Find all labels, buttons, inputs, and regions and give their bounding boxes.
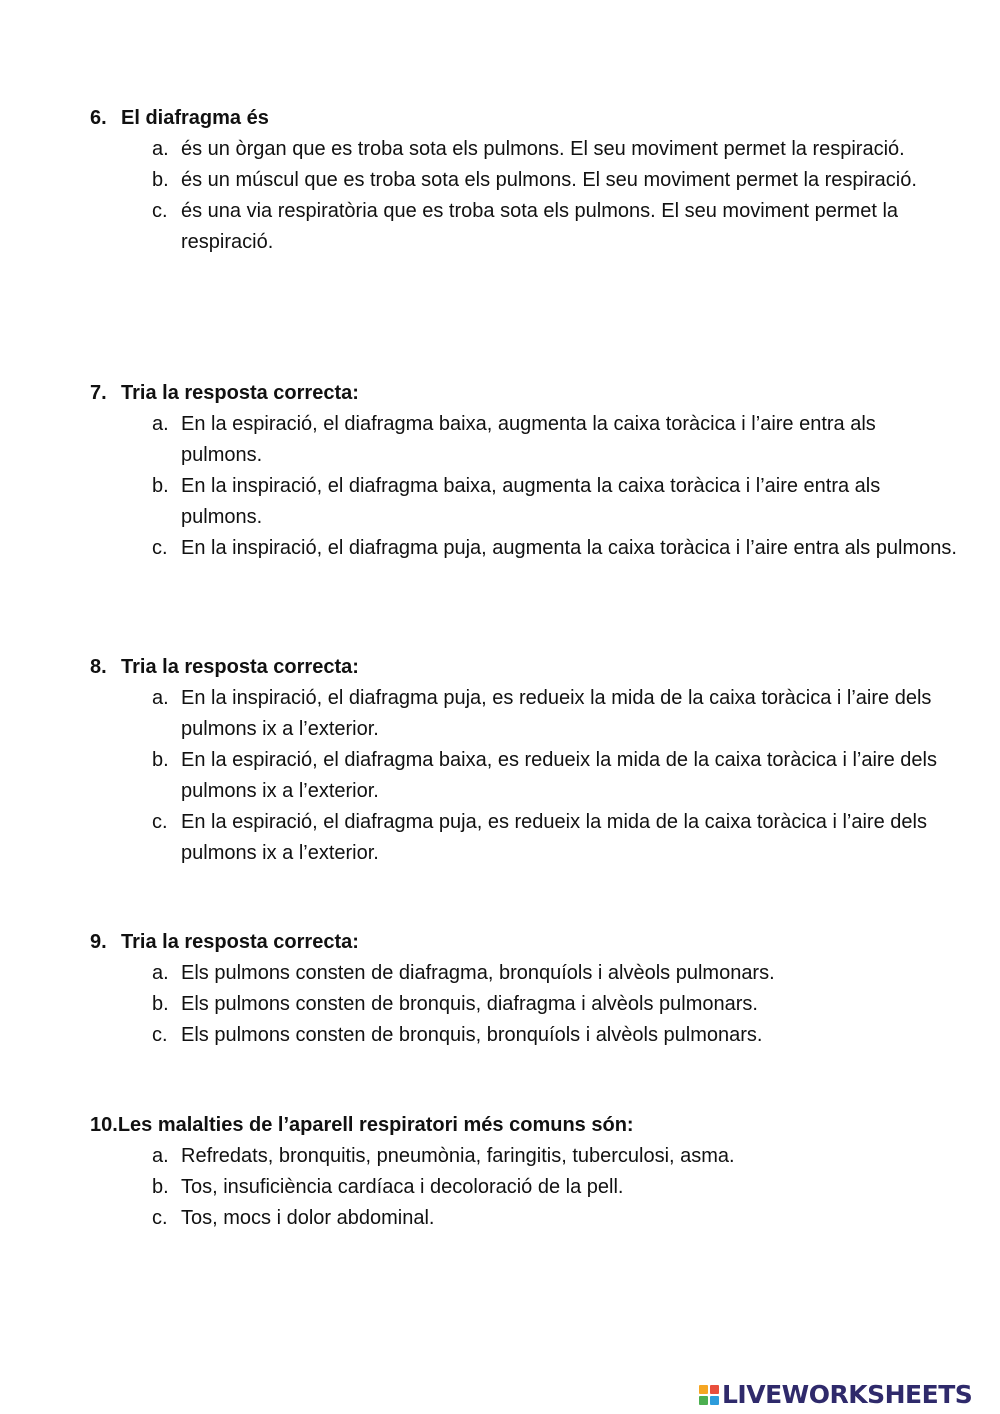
logo-block-2: [710, 1385, 719, 1394]
question-text: Tria la resposta correcta:: [121, 931, 359, 953]
question-text: Tria la resposta correcta:: [121, 656, 359, 678]
question-number: 6.: [90, 107, 107, 129]
question-8: [90, 652, 960, 869]
option-letter: c.: [152, 537, 168, 559]
logo-block-4: [710, 1396, 719, 1405]
option-letter: b.: [152, 475, 169, 497]
option-letter: c.: [152, 811, 168, 833]
option-text: Els pulmons consten de diafragma, bronquíols i alvèols pulmonars.: [181, 962, 775, 984]
option-letter: a.: [152, 413, 169, 435]
option-text: En la inspiració, el diafragma puja, es redueix la mida de la caixa toràcica i l’aire dels pulmons ix a l’exterior.: [181, 687, 932, 740]
option-text: Refredats, bronquitis, pneumònia, faringitis, tuberculosi, asma.: [181, 1145, 735, 1167]
option-letter: b.: [152, 169, 169, 191]
option-text: Els pulmons consten de bronquis, bronquíols i alvèols pulmonars.: [181, 1024, 763, 1046]
answer-option-a[interactable]: [90, 958, 960, 989]
option-text: és una via respiratòria que es troba sota els pulmons. El seu moviment permet la respiració.: [181, 200, 899, 253]
option-letter: b.: [152, 749, 169, 771]
question-text: El diafragma és: [121, 107, 269, 129]
option-letter: c.: [152, 1207, 168, 1229]
option-text: és un òrgan que es troba sota els pulmons. El seu moviment permet la respiració.: [181, 138, 905, 160]
question-6: [90, 103, 960, 258]
answer-option-b[interactable]: [90, 165, 960, 196]
question-text: Tria la resposta correcta:: [121, 382, 359, 404]
question-title: [90, 927, 960, 958]
logo-icon: [699, 1385, 719, 1405]
question-title: [90, 1110, 960, 1141]
answer-option-b[interactable]: [90, 471, 960, 533]
option-text: En la inspiració, el diafragma baixa, augmenta la caixa toràcica i l’aire entra als pulmons.: [181, 475, 881, 528]
option-text: Els pulmons consten de bronquis, diafragma i alvèols pulmonars.: [181, 993, 758, 1015]
option-letter: b.: [152, 993, 169, 1015]
logo-text: LIVEWORKSHEETS: [722, 1380, 973, 1409]
logo-block-1: [699, 1385, 708, 1394]
option-text: En la espiració, el diafragma puja, es redueix la mida de la caixa toràcica i l’aire dels pulmons ix a l’exterior.: [181, 811, 927, 864]
question-text: Les malalties de l’aparell respiratori més comuns són:: [117, 1114, 634, 1136]
option-letter: a.: [152, 1145, 169, 1167]
answer-option-b[interactable]: [90, 989, 960, 1020]
answer-option-c[interactable]: [90, 1020, 960, 1051]
question-title: [90, 652, 960, 683]
option-text: En la espiració, el diafragma baixa, es redueix la mida de la caixa toràcica i l’aire dels pulmons ix a l’exterior.: [181, 749, 937, 802]
option-letter: a.: [152, 962, 169, 984]
option-text: és un múscul que es troba sota els pulmons. El seu moviment permet la respiració.: [181, 169, 917, 191]
answer-option-b[interactable]: [90, 745, 960, 807]
option-text: En la espiració, el diafragma baixa, augmenta la caixa toràcica i l’aire entra als pulmons.: [181, 413, 876, 466]
answer-option-a[interactable]: [90, 134, 960, 165]
answer-option-a[interactable]: [90, 683, 960, 745]
question-7: [90, 378, 960, 564]
question-title: [90, 103, 960, 134]
question-10: [90, 1110, 960, 1234]
option-letter: c.: [152, 1024, 168, 1046]
answer-option-c[interactable]: [90, 533, 960, 564]
option-letter: a.: [152, 687, 169, 709]
answer-option-c[interactable]: [90, 196, 960, 258]
question-number: 7.: [90, 382, 107, 404]
option-text: Tos, mocs i dolor abdominal.: [181, 1207, 435, 1229]
answer-option-a[interactable]: [90, 1141, 960, 1172]
option-letter: b.: [152, 1176, 169, 1198]
option-text: En la inspiració, el diafragma puja, augmenta la caixa toràcica i l’aire entra als pulmons.: [181, 537, 957, 559]
answer-option-b[interactable]: [90, 1172, 960, 1203]
option-letter: a.: [152, 138, 169, 160]
liveworksheets-logo: [699, 1380, 972, 1410]
option-letter: c.: [152, 200, 168, 222]
answer-option-c[interactable]: [90, 1203, 960, 1234]
question-number: 8.: [90, 656, 107, 678]
logo-block-3: [699, 1396, 708, 1405]
answer-option-a[interactable]: [90, 409, 960, 471]
option-text: Tos, insuficiència cardíaca i decoloració de la pell.: [181, 1176, 624, 1198]
answer-option-c[interactable]: [90, 807, 960, 869]
question-title: [90, 378, 960, 409]
question-9: [90, 927, 960, 1051]
question-number: 10.: [90, 1114, 118, 1136]
question-number: 9.: [90, 931, 107, 953]
